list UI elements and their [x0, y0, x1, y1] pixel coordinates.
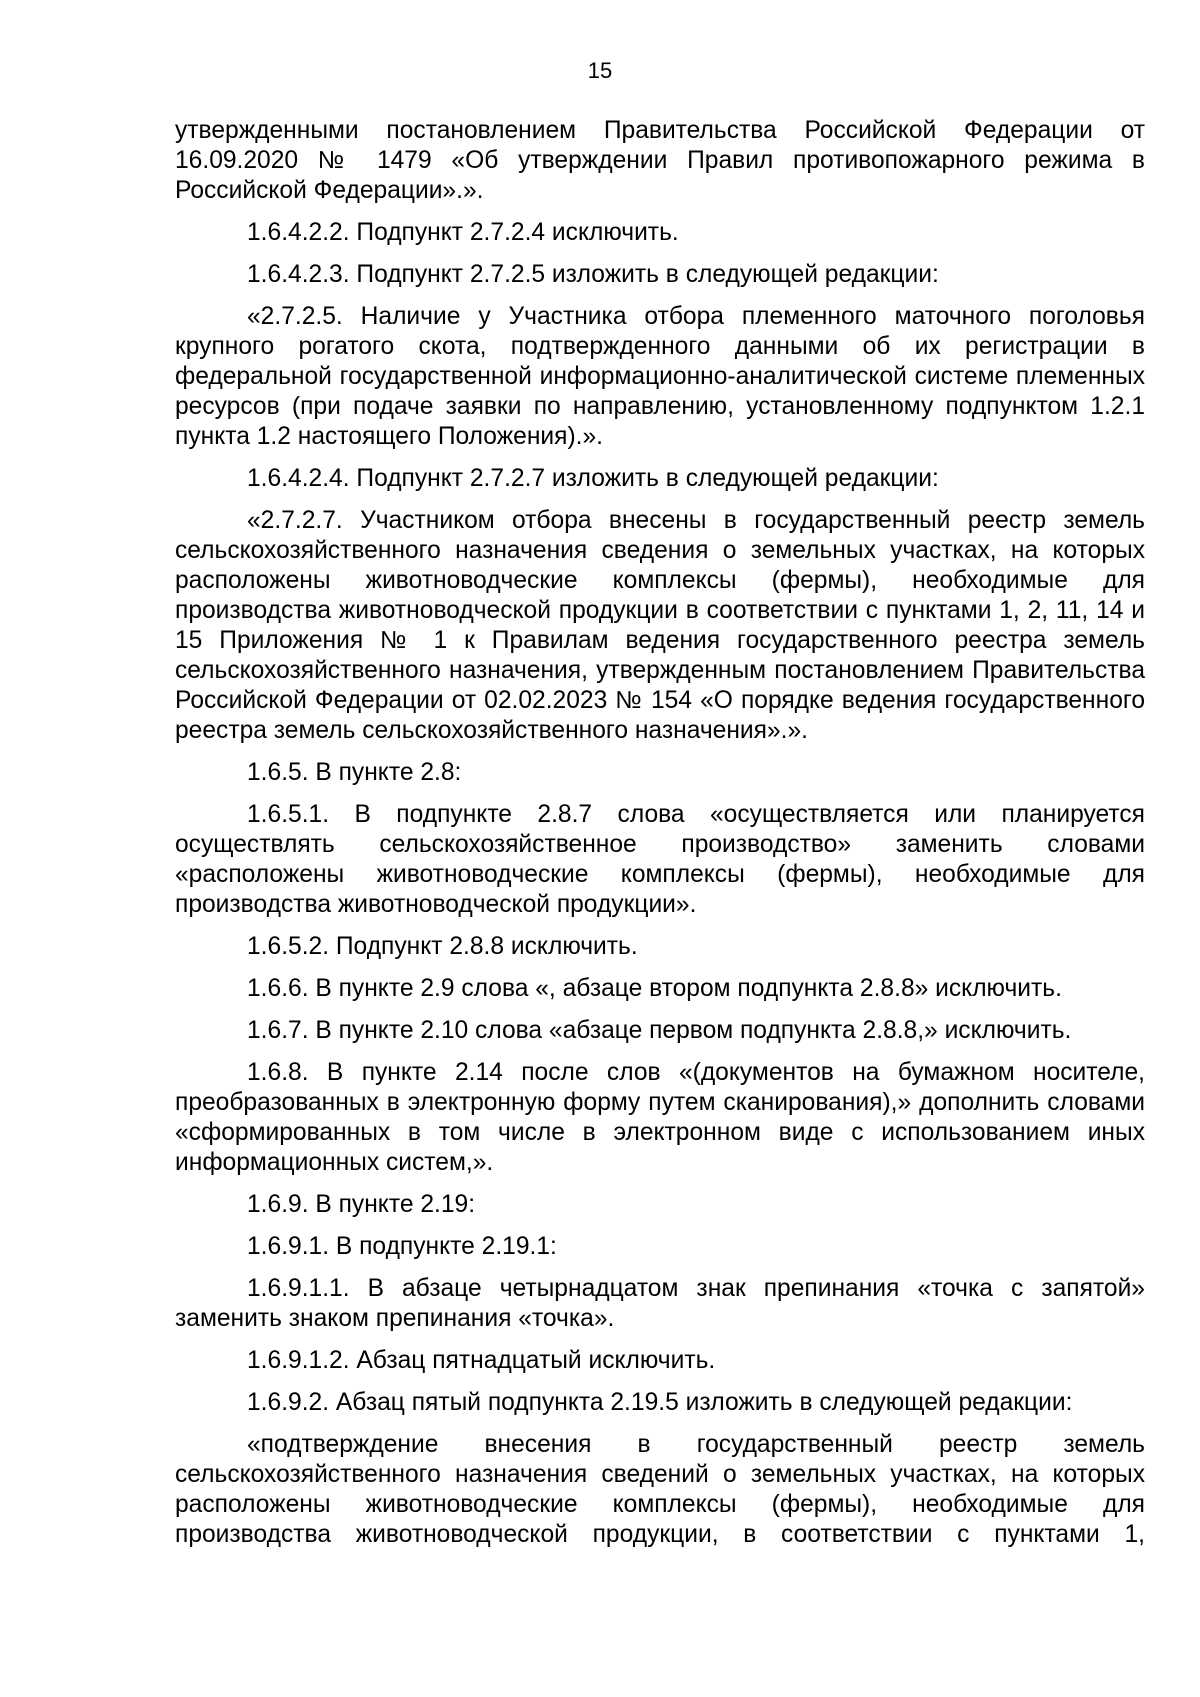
paragraph: 1.6.4.2.3. Подпункт 2.7.2.5 изложить в следующей редакции: [247, 261, 939, 288]
paragraph: «2.7.2.7. Участником отбора внесены в государственный реестр земель сельскохозяйственного назначения сведения о земельных участках, на которых расположены животноводческие комплексы (фермы), необходимые для производства животноводческой продукции в соответствии с пунктами 1, 2, 11, 14 и 15 Приложения № 1 к Правилам ведения государственного реестра земель сельскохозяйственного назначения, утвержденным постановлением Правительства Российской Федерации от 02.02.2023 № 154 «О порядке ведения государственного реестра земель сельскохозяйственного назначения».». [175, 507, 1145, 744]
paragraph: 1.6.9. В пункте 2.19: [247, 1191, 476, 1218]
paragraph: 1.6.6. В пункте 2.9 слова «, абзаце втором подпункта 2.8.8» исключить. [247, 975, 1062, 1002]
paragraph: 1.6.4.2.4. Подпункт 2.7.2.7 изложить в следующей редакции: [247, 465, 939, 492]
paragraph: 1.6.5.1. В подпункте 2.8.7 слова «осуществляется или планируется осуществлять сельскохозяйственное производство» заменить словами «расположены животноводческие комплексы (фермы), необходимые для производства животноводческой продукции». [175, 801, 1145, 918]
paragraph: 1.6.9.1.2. Абзац пятнадцатый исключить. [247, 1347, 716, 1374]
paragraph: 1.6.7. В пункте 2.10 слова «абзаце первом подпункта 2.8.8,» исключить. [247, 1017, 1072, 1044]
page-number: 15 [587, 58, 613, 83]
paragraph: 1.6.9.1. В подпункте 2.19.1: [247, 1233, 557, 1260]
paragraph: утвержденными постановлением Правительства Российской Федерации от 16.09.2020 № 1479 «Об утверждении Правил противопожарного режима в Российской Федерации».». [175, 117, 1145, 204]
paragraph: «2.7.2.5. Наличие у Участника отбора племенного маточного поголовья крупного рогатого скота, подтвержденного данными об их регистрации в федеральной государственной информационно-аналитической системе племенных ресурсов (при подаче заявки по направлению, установленному подпунктом 1.2.1 пункта 1.2 настоящего Положения).». [175, 303, 1145, 450]
paragraph: 1.6.8. В пункте 2.14 после слов «(документов на бумажном носителе, преобразованных в электронную форму путем сканирования),» дополнить словами «сформированных в том числе в электронном виде с использованием иных информационных систем,». [175, 1059, 1145, 1176]
paragraph: «подтверждение внесения в государственный реестр земель сельскохозяйственного назначения сведений о земельных участках, на которых расположены животноводческие комплексы (фермы), необходимые для производства животноводческой продукции, в соответствии с пунктами 1, [175, 1431, 1145, 1548]
paragraph: 1.6.4.2.2. Подпункт 2.7.2.4 исключить. [247, 219, 679, 246]
paragraph: 1.6.5. В пункте 2.8: [247, 759, 462, 786]
document-body [175, 116, 1145, 1562]
paragraph: 1.6.5.2. Подпункт 2.8.8 исключить. [247, 933, 638, 960]
paragraph: 1.6.9.1.1. В абзаце четырнадцатом знак препинания «точка с запятой» заменить знаком препинания «точка». [175, 1275, 1145, 1332]
paragraph: 1.6.9.2. Абзац пятый подпункта 2.19.5 изложить в следующей редакции: [247, 1389, 1073, 1416]
